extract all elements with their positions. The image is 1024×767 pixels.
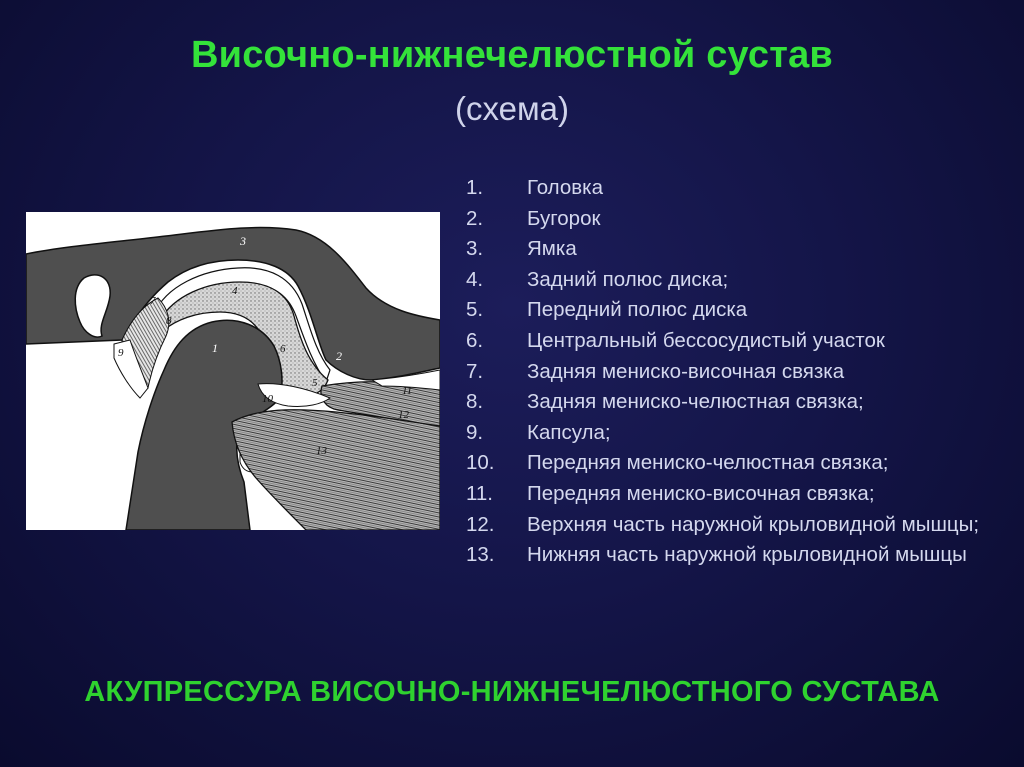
legend-item: 4. Задний полюс диска;	[466, 267, 729, 291]
legend-item: 1. Головка	[466, 176, 603, 199]
legend-item: 9. Капсула;	[466, 420, 611, 444]
slide-footer: АКУПРЕССУРА ВИСОЧНО-НИЖНЕЧЕЛЮСТНОГО СУСТАВА	[84, 676, 940, 708]
diagram-label-6: 6	[280, 343, 286, 355]
diagram-label-8: 8	[166, 315, 172, 327]
legend-item: 11. Передняя мениско-височная связка;	[466, 481, 875, 505]
tmj-diagram-svg	[26, 212, 440, 530]
legend-item: 10. Передняя мениско-челюстная связка;	[466, 451, 889, 475]
diagram-label-3: 3	[240, 234, 246, 248]
legend-item: 12. Верхняя часть наружной крыловидной мышцы;	[466, 512, 980, 536]
legend-item: 6. Центральный бессосудистый участок	[466, 328, 885, 352]
legend-item: 5. Передний полюс диска	[466, 298, 748, 322]
diagram-label-9: 9	[118, 347, 124, 359]
diagram-label-7: 7	[150, 295, 156, 307]
legend-item: 7. Задняя мениско-височная связка	[466, 359, 845, 383]
diagram-label-12: 12	[398, 409, 409, 421]
slide-title: Височно-нижнечелюстной сустав	[191, 34, 833, 76]
diagram-label-10: 10	[262, 393, 273, 405]
legend-item: 2. Бугорок	[466, 206, 601, 230]
legend-item: 13. Нижняя часть наружной крыловидной мышцы	[466, 543, 967, 567]
diagram-label-2: 2	[336, 349, 342, 363]
lower-pterygoid-muscle	[232, 410, 440, 530]
slide-subtitle: (схема)	[454, 90, 569, 127]
tmj-diagram	[26, 212, 440, 530]
legend-item: 8. Задняя мениско-челюстная связка;	[466, 390, 864, 414]
legend-item: 3. Ямка	[466, 237, 577, 261]
diagram-label-1: 1	[212, 341, 218, 355]
diagram-label-5: 5	[312, 377, 318, 389]
diagram-label-4: 4	[232, 285, 238, 297]
legend-list	[466, 173, 1006, 571]
diagram-label-13: 13	[316, 445, 327, 457]
diagram-label-11: 11	[402, 385, 413, 397]
